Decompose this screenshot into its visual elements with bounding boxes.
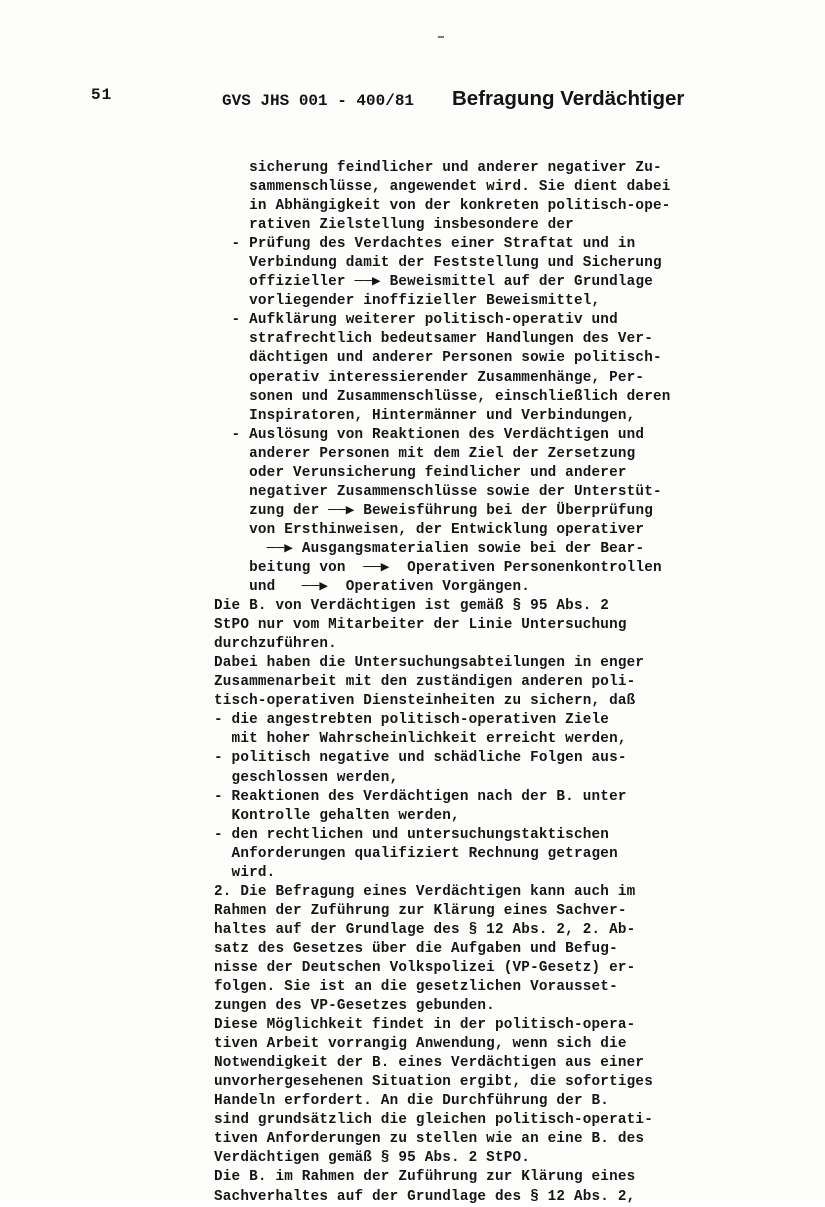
text-line: durchzuführen.	[214, 636, 337, 653]
text-line: geschlossen werden,	[214, 769, 399, 786]
text-line: Die B. von Verdächtigen ist gemäß § 95 Abs. 2	[214, 598, 610, 615]
text-line: Verbindung damit der Feststellung und Sicherung	[214, 255, 662, 272]
page-number: 51	[91, 86, 113, 104]
text-line: zung der ──▶ Beweisführung bei der Überprüfung	[214, 502, 654, 519]
text-line: Die B. im Rahmen der Zuführung zur Klärung eines	[214, 1169, 636, 1186]
text-line: satz des Gesetzes über die Aufgaben und Befug-	[214, 940, 618, 957]
text-line: - Auslösung von Reaktionen des Verdächtigen und	[214, 426, 645, 443]
text-line: zungen des VP-Gesetzes gebunden.	[214, 998, 495, 1015]
text-line: Inspiratoren, Hintermänner und Verbindungen,	[214, 407, 636, 424]
text-line: Diese Möglichkeit findet in der politisch-opera-	[214, 1017, 636, 1034]
text-line: mit hoher Wahrscheinlichkeit erreicht werden,	[214, 731, 627, 748]
text-line: von Ersthinweisen, der Entwicklung operativer	[214, 521, 645, 538]
text-line: Anforderungen qualifiziert Rechnung getragen	[214, 845, 618, 862]
text-line: offizieller ──▶ Beweismittel auf der Grundlage	[214, 274, 654, 291]
text-line: rativen Zielstellung insbesondere der	[214, 217, 574, 234]
text-line: tisch-operativen Diensteinheiten zu sichern, daß	[214, 693, 636, 710]
text-line: Notwendigkeit der B. eines Verdächtigen aus einer	[214, 1055, 645, 1072]
text-line: negativer Zusammenschlüsse sowie der Unterstüt-	[214, 483, 662, 500]
text-line: StPO nur vom Mitarbeiter der Linie Untersuchung	[214, 617, 627, 634]
text-line: 2. Die Befragung eines Verdächtigen kann auch im	[214, 883, 636, 900]
text-line: anderer Personen mit dem Ziel der Zersetzung	[214, 445, 636, 462]
scan-speck	[438, 36, 444, 38]
text-line: dächtigen und anderer Personen sowie politisch-	[214, 350, 662, 367]
text-line: oder Verunsicherung feindlicher und anderer	[214, 464, 627, 481]
text-line: - den rechtlichen und untersuchungstaktischen	[214, 826, 610, 843]
text-line: - politisch negative und schädliche Folgen aus-	[214, 750, 627, 767]
text-line: Zusammenarbeit mit den zuständigen anderen poli-	[214, 674, 636, 691]
text-line: beitung von ──▶ Operativen Personenkontrollen	[214, 559, 662, 576]
document-reference-code: GVS JHS 001 - 400/81	[222, 92, 415, 110]
text-line: sammenschlüsse, angewendet wird. Sie dient dabei	[214, 179, 671, 196]
text-line: - Reaktionen des Verdächtigen nach der B. unter	[214, 788, 627, 805]
text-line: Dabei haben die Untersuchungsabteilungen in enger	[214, 655, 645, 672]
text-line: und ──▶ Operativen Vorgängen.	[214, 579, 531, 596]
text-line: Rahmen der Zuführung zur Klärung eines Sachver-	[214, 902, 627, 919]
text-line: vorliegender inoffizieller Beweismittel,	[214, 293, 601, 310]
page-header-title: Befragung Verdächtiger	[452, 87, 685, 110]
text-line: strafrechtlich bedeutsamer Handlungen des Ver-	[214, 331, 653, 348]
text-line: sind grundsätzlich die gleichen politisch-operati-	[214, 1112, 653, 1129]
text-line: Sachverhaltes auf der Grundlage des § 12 Abs. 2,	[214, 1188, 636, 1205]
text-line: sonen und Zusammenschlüsse, einschließlich deren	[214, 388, 671, 405]
text-line: in Abhängigkeit von der konkreten politisch-ope-	[214, 198, 671, 215]
text-line: - Aufklärung weiterer politisch-operativ und	[214, 312, 618, 329]
text-line: operativ interessierender Zusammenhänge, Per-	[214, 369, 645, 386]
text-line: Kontrolle gehalten werden,	[214, 807, 460, 824]
text-line: tiven Anforderungen zu stellen wie an eine B. des	[214, 1131, 645, 1148]
text-line: haltes auf der Grundlage des § 12 Abs. 2, 2. Ab-	[214, 921, 636, 938]
text-line: Verdächtigen gemäß § 95 Abs. 2 StPO.	[214, 1150, 531, 1167]
text-line: nisse der Deutschen Volkspolizei (VP-Gesetz) er-	[214, 959, 636, 976]
text-line: - Prüfung des Verdachtes einer Straftat und in	[214, 236, 636, 253]
text-line: folgen. Sie ist an die gesetzlichen Vorausset-	[214, 979, 618, 996]
text-line: - die angestrebten politisch-operativen Ziele	[214, 712, 610, 729]
text-line: unvorhergesehenen Situation ergibt, die sofortiges	[214, 1074, 653, 1091]
text-line: tiven Arbeit vorrangig Anwendung, wenn sich die	[214, 1036, 627, 1053]
text-line: wird.	[214, 864, 276, 881]
text-line: sicherung feindlicher und anderer negativer Zu-	[214, 160, 662, 176]
text-line: Handeln erfordert. An die Durchführung der B.	[214, 1093, 610, 1110]
body-text	[214, 159, 754, 1207]
text-line: ──▶ Ausgangsmaterialien sowie bei der Bear-	[214, 540, 645, 557]
